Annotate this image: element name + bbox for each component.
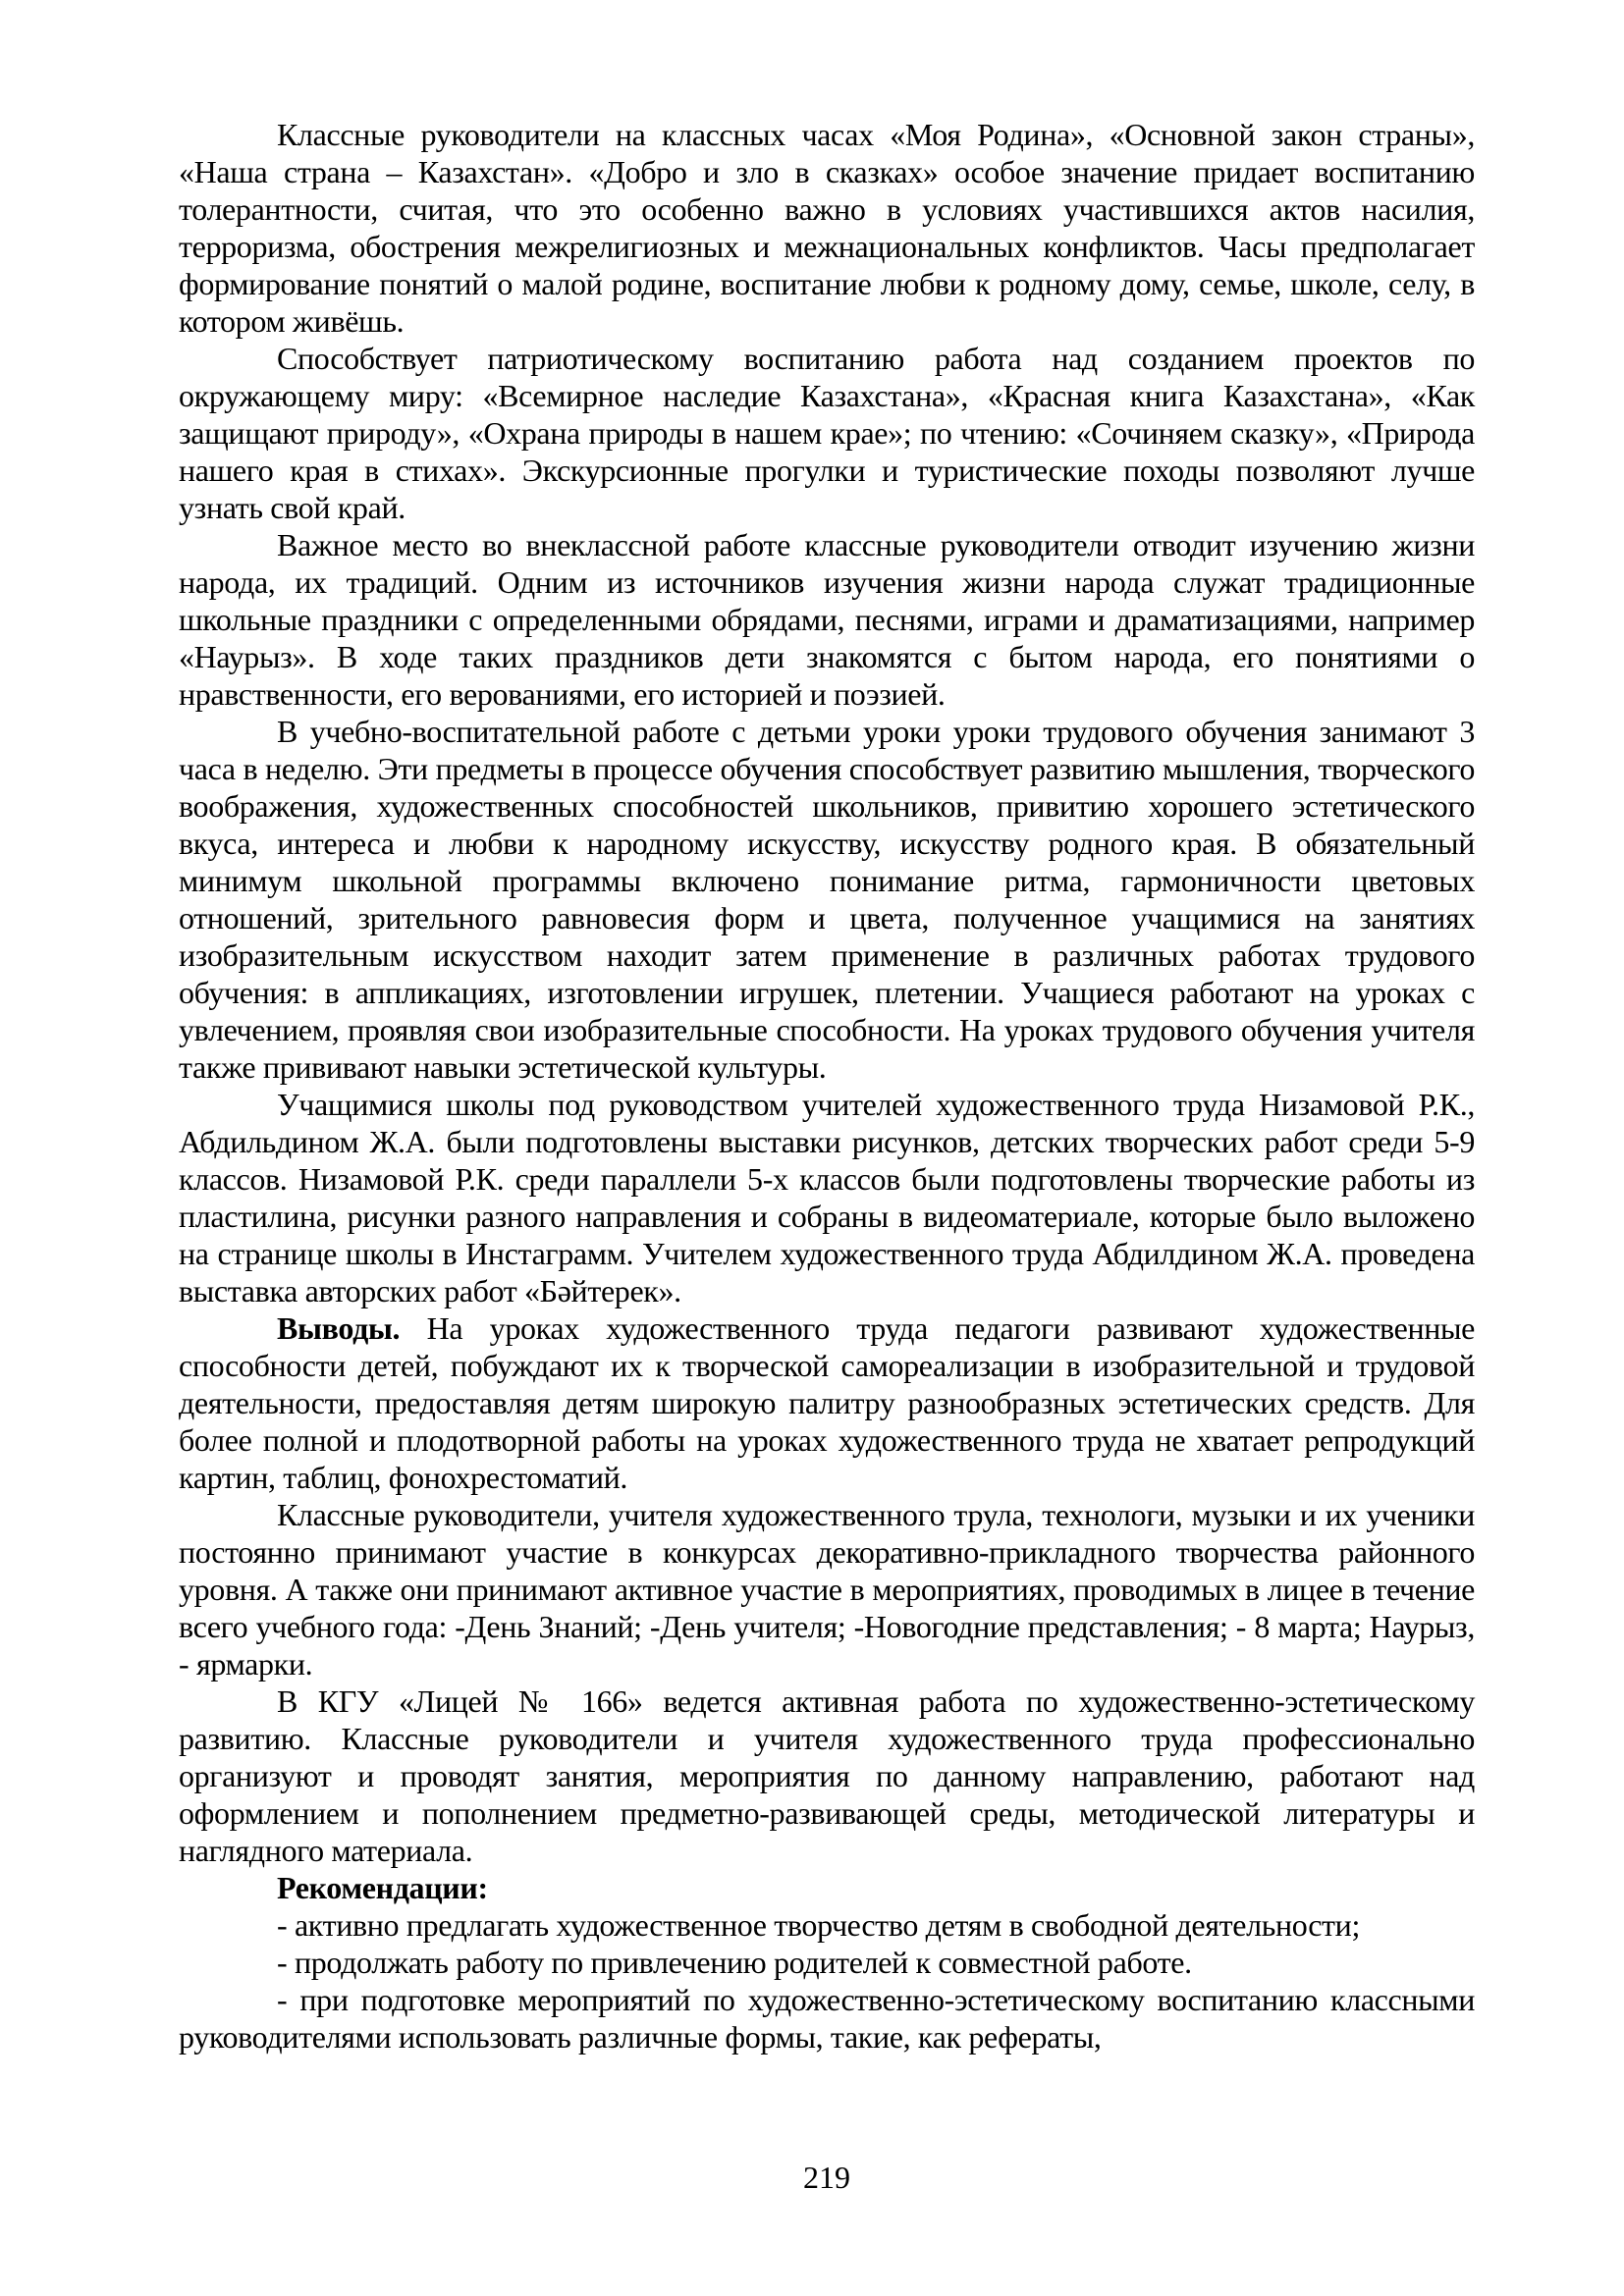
paragraph-conclusions bbox=[179, 1309, 1475, 1496]
paragraph-exhibitions bbox=[179, 1086, 1475, 1309]
paragraph-patriotic-projects bbox=[179, 340, 1475, 526]
paragraph-text: - при подготовке мероприятий по художественно-эстетическому воспитанию классными руководителями использовать различные формы, такие, как рефераты, bbox=[179, 1982, 1475, 2055]
paragraph-text: Учащимися школы под руководством учителей художественного труда Низамовой Р.К., Абдильдином Ж.А. были подготовлены выставки рисунков, детских творческих работ среди 5-9 классов. Низамовой Р.К. среди параллели 5-х классов были подготовлены творческие работы из пластилина, рисунки разного направления и собраны в видеоматериале, которые было выложено на странице школы в Инстаграмм. Учителем художественного труда Абдилдином Ж.А. проведена выставка авторских работ «Бәйтерек». bbox=[179, 1087, 1475, 1308]
paragraph-class-hours bbox=[179, 116, 1475, 340]
paragraph-text: В КГУ «Лицей № 166» ведется активная работа по художественно-эстетическому развитию. Классные руководители и учителя художественного труда профессионально организуют и проводят занятия, мероприятия по данному направлению, работают над оформлением и пополнением предметно-развивающей среды, методической литературы и наглядного материала. bbox=[179, 1683, 1475, 1868]
paragraph-text: Способствует патриотическому воспитанию работа над созданием проектов по окружающему миру: «Всемирное наследие Казахстана», «Красная книга Казахстана», «Как защищают природу», «Охрана природы в нашем крае»; по чтению: «Сочиняем сказку», «Природа нашего края в стихах». Экскурсионные прогулки и туристические походы позволяют лучше узнать свой край. bbox=[179, 341, 1475, 525]
document-content bbox=[179, 116, 1475, 2056]
paragraph-text: - продолжать работу по привлечению родителей к совместной работе. bbox=[277, 1945, 1192, 1980]
heading-recommendations bbox=[179, 1869, 1475, 1906]
paragraph-text: На уроках художественного труда педагоги развивают художественные способности детей, побуждают их к творческой самореализации в изобразительной и трудовой деятельности, предоставляя детям широкую палитру разнообразных эстетических средств. Для более полной и плодотворной работы на уроках художественного труда не хватает репродукций картин, таблиц, фонохрестоматий. bbox=[179, 1310, 1475, 1495]
paragraph-folk-traditions bbox=[179, 526, 1475, 713]
paragraph-text: Важное место во внеклассной работе классные руководители отводит изучению жизни народа, их традиций. Одним из источников изучения жизни народа служат традиционные школьные праздники с определенными обрядами, песнями, играми и драматизациями, например «Наурыз». В ходе таких праздников дети знакомятся с бытом народа, его понятиями о нравственности, его верованиями, его историей и поэзией. bbox=[179, 527, 1475, 712]
paragraph-lead-bold: Выводы. bbox=[277, 1310, 401, 1346]
paragraph-labor-lessons bbox=[179, 713, 1475, 1086]
bullet-free-activity bbox=[179, 1906, 1475, 1944]
paragraph-lyceum-166 bbox=[179, 1682, 1475, 1869]
paragraph-text: Классные руководители, учителя художественного трула, технологи, музыки и их ученики постоянно принимают участие в конкурсах декоративно-прикладного творчества районного уровня. А также они принимают активное участие в мероприятиях, проводимых в лицее в течение всего учебного года: -День Знаний; -День учителя; -Новогодние представления; - 8 марта; Наурыз, - ярмарки. bbox=[179, 1497, 1475, 1682]
paragraph-text: В учебно-воспитательной работе с детьми уроки уроки трудового обучения занимают 3 часа в неделю. Эти предметы в процессе обучения способствует развитию мышления, творческого воображения, художественных способностей школьников, привитию хорошего эстетического вкуса, интереса и любви к народному искусству, искусству родного края. В обязательный минимум школьной программы включено понимание ритма, гармоничности цветовых отношений, зрительного равновесия форм и цвета, полученное учащимися на занятиях изобразительным искусством находит затем применение в различных работах трудового обучения: в аппликациях, изготовлении игрушек, плетении. Учащиеся работают на уроках с увлечением, проявляя свои изобразительные способности. На уроках трудового обучения учителя также прививают навыки эстетической культуры. bbox=[179, 714, 1475, 1085]
paragraph-text: Классные руководители на классных часах «Моя Родина», «Основной закон страны», «Наша страна – Казахстан». «Добро и зло в сказках» особое значение придает воспитанию толерантности, считая, что это особенно важно в условиях участившихся актов насилия, терроризма, обострения межрелигиозных и межнациональных конфликтов. Часы предполагает формирование понятий о малой родине, воспитание любви к родному дому, семье, школе, селу, в котором живёшь. bbox=[179, 117, 1475, 339]
heading-bold: Рекомендации: bbox=[277, 1870, 488, 1905]
paragraph-contests bbox=[179, 1496, 1475, 1682]
page-number: 219 bbox=[803, 2160, 850, 2195]
bullet-event-forms bbox=[179, 1981, 1475, 2056]
bullet-parents bbox=[179, 1944, 1475, 1981]
paragraph-text: - активно предлагать художественное творчество детям в свободной деятельности; bbox=[277, 1907, 1360, 1943]
